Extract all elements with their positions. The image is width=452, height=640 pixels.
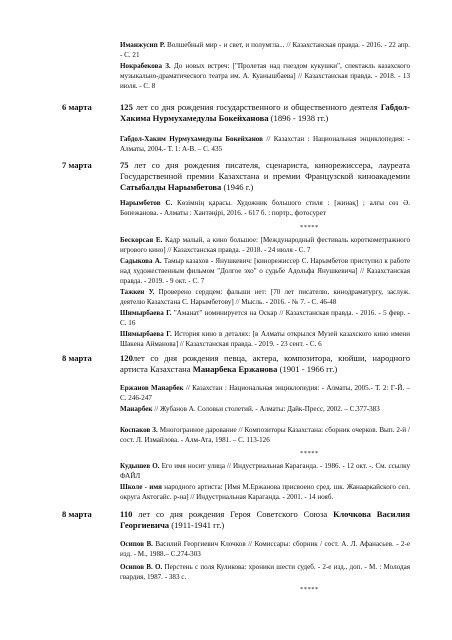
event-date: 7 марта: [62, 160, 92, 170]
bibliography-entry: Коспаков З. Многогранное дарование // Композиторы Казахстана: сборник очерков. Вып. 2-й / сост. Л. Измайлова. - Алм-Ата, 1981. – С. 113-126: [120, 426, 410, 444]
bibliography-entry: Школе - имя народного артиста: [Имя М.Ержанова присвоено сред. шк. Жанааркайского сел. округа Актогайс. р-на] // Индустриальная Караганда. - 2001. - 14 нояб.: [120, 483, 410, 501]
bibliography-entry: Манарбек // Жубанов А. Соловьи столетий. - Алматы: Дайк-Пресс, 2002. – С.377-383: [120, 405, 380, 413]
bibliography-entry: Ержанов Манарбек // Казахстан : Национальная энциклопедия: - Алматы, 2005.- Т. 2: Г-Й. – С. 246-247: [120, 384, 410, 402]
bibliography-entry: Тажкен У. Проверено сердцем: фальши нет: [70 лет писателю, кинодраматургу, заслуж. деятелю Казахстана С. Нарымбетову] // Мысль. - 2016. - № 7. - С. 46-48: [120, 288, 410, 306]
bibliography-entry: Нарымбетов С. Көзімнің қарасы. Художник большого стиля : [жинақ] ; алғы сөз Ә. Бөпежанова. - Алматы : Хантәңірі, 2016. - 617 б. : портр., фотосурет: [120, 199, 410, 217]
bibliography-entry: Габдол-Хаким Нурмухамедулы Бокейханов // Казахстан : Национальная энциклопедия: - Алматы, 2004.- Т. 1: А-В. – С. 435: [120, 135, 410, 153]
event-heading: 75 лет со дня рождения писателя, сценариста, кинорежиссера, лауреата Государственной премии Казахстана и премии Французской киноакадемии Сатыбалды Нарымбетова (1946 г.): [120, 160, 410, 192]
event-date: 8 марта: [62, 353, 92, 363]
bibliography-entry: Осипов В. О. Перстень с поля Куликова: хроники шести судеб. - 2-е изд., доп. - М. : Молодая гвардия, 1987. - 383 с.: [120, 563, 411, 581]
section-separator: *****: [300, 586, 319, 593]
event-date: 8 марта: [62, 509, 92, 519]
section-separator: *****: [300, 224, 319, 231]
event-date: 6 марта: [62, 102, 92, 112]
event-heading: 110 лет со дня рождения Героя Советского Союза Клочкова Василия Георгиевича (1911-1941 гг.): [120, 509, 410, 530]
event-heading: 125 лет со дня рождения государственного и общественного деятеля Габдол-Хакима Нурмухамедулы Бокейханова (1896 - 1938 гг.): [120, 102, 410, 123]
bibliography-entry: Бескорсая Е. Кадр малый, а кино большое: [Международный фестиваль короткометражного игрового кино] // Казахстанская правда. - 2018. - 24 июля - С. 7: [120, 236, 410, 254]
bibliography-entry: Кудышев О. Его имя носит улица // Индустриальная Караганда. - 1986. - 12 окт. -. См. ссылку ФАЙЛ: [120, 462, 410, 480]
bibliography-entry: Иманжусип Р. Волшебный мир - и свет, и полумгла... // Казахстанская правда. - 2016. - 22 апр. - С. 21: [120, 41, 410, 59]
bibliography-entry: Шимырбаева Г. История кино в деталях: [в Алматы открылся Музей казахского кино имени Шакена Айманова] // Казахстанская правда. - 2019. - 23 сент. - С. 6: [120, 330, 411, 348]
bibliography-entry: Осипов В. Василий Георгиевич Клочков // Комиссары: сборник / сост. А. Л. Афанасьев. - 2-е изд. - М., 1988.– С.274-303: [120, 540, 410, 558]
section-separator: *****: [300, 450, 319, 457]
event-heading: 120лет со дня рождения певца, актера, композитора, кюйши, народного артиста Казахстана Манарбека Ержанова (1901 - 1966 гг.): [120, 353, 410, 374]
bibliography-entry: Нокрабекова З. До новых встреч: ["Пролетая над гнездом кукушки", спектакль казахского музыкально-драматического театра им. А. Куанышбаева] // Казахстанская правда. - 2018. - 13 июля. - С. 8: [120, 62, 411, 90]
bibliography-entry: Шимырбаева Г. "Аманат" номинируется на Оскар // Казахстанская правда. - 2016. - 5 февр. - С. 16: [120, 309, 410, 327]
bibliography-entry: Садыкова А. Тамыр казахов - Янушкевич: [кинорежиссер С. Нарымбетов приступил к работе над художественным фильмом "Долгое эхо" о судьбе Адольфа Янушкевича] // Казахстанская правда. - 2019. - 9 окт. - С. 7: [120, 257, 410, 285]
